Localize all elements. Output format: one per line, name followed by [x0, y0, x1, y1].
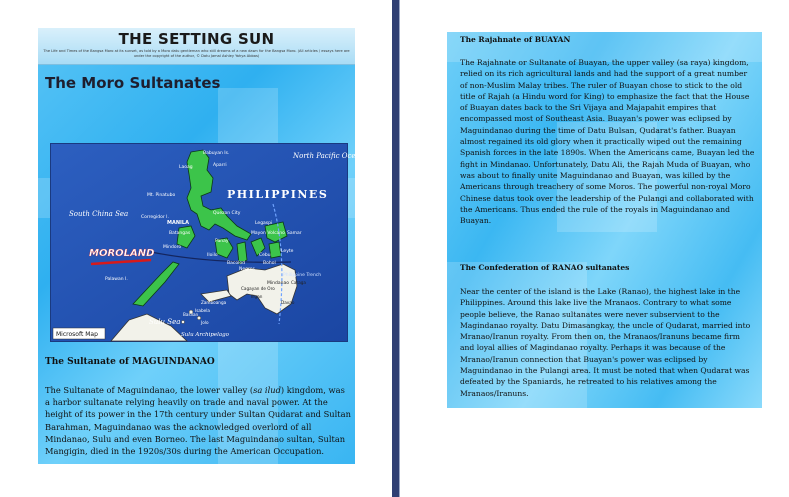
sulu-archipelago-label: Sulu Archipelago — [181, 332, 229, 338]
place-label: Batangas — [169, 231, 191, 236]
place-label: Quezon City — [213, 211, 241, 216]
place-label: Caraga — [291, 280, 307, 285]
place-label: Babuyan Is. — [203, 151, 230, 156]
sulu-island — [181, 320, 184, 323]
paragraph-text: ) kingdom, was a harbor sultanate relying heavily on trade and naval power. At the height of its power in the 17th century under Sultan Qudarat and Sultan Barahman, Maguindanao was the acknowledged overlord of all Mindanao, Sulu and even Borneo. The last Maguindanao sultan, Sultan Mangigin, died in the 1920s/30s during the American Occupation. — [45, 385, 351, 457]
north-pacific-label: North Pacific Ocean — [293, 152, 365, 160]
place-label: Mayon Volcano — [251, 231, 285, 236]
site-banner — [38, 28, 355, 65]
place-label: Davao — [281, 300, 295, 305]
banner-title: THE SETTING SUN — [118, 30, 275, 48]
place-label: Mt. Pinatubo — [147, 193, 176, 198]
place-label: Negros — [239, 267, 255, 272]
place-label: Leyte — [281, 249, 294, 254]
maguindanao-paragraph — [45, 384, 351, 457]
place-label: Iligan — [251, 294, 263, 299]
place-label: Cagayan de Oro — [241, 286, 275, 291]
place-label: MANILA — [167, 220, 189, 226]
place-label: Legaspi — [255, 221, 273, 226]
section-heading-ranao: The Confederation of RANAO sultanates — [460, 263, 630, 272]
place-label: Jolo — [201, 320, 209, 325]
place-label: Panay — [215, 239, 229, 244]
place-label: Basilan — [183, 312, 199, 317]
map-credit-label: Microsoft Map — [56, 331, 98, 338]
trench-label: Philippine Trench — [283, 273, 322, 278]
moroland-label: MOROLAND — [89, 248, 155, 259]
left-page — [38, 28, 365, 464]
place-label: Isabela — [195, 308, 210, 313]
philippines-map — [50, 143, 365, 342]
place-label: Zamboanga — [201, 300, 227, 305]
ranao-paragraph: Near the center of the island is the Lake (Ranao), the highest lake in the Philippines. Around this lake live the Mranaos. Contrary to what some people believe, the Ranao sultanates were never subservient to the Magindanao royalty. Datu Dimasangkay, the uncle of Qudarat, married into Mranao/Iranun royalty. From then on, the Mranaos/Iranuns became firm and loyal allies of Magindanao royalty. Perhaps it was because of the Mranao/Iranun connection that Buayan's power was eclipsed by Maguindanao in the Pulangi area. It must be noted that when Qudarat was defeated by the Spaniards, he retreated to his relatives among the Mranaos/Iranuns. — [460, 287, 751, 398]
right-page — [447, 32, 762, 408]
page-divider — [392, 0, 399, 497]
place-label: Mindanao — [267, 281, 289, 286]
place-label: Corregidor I. — [141, 215, 169, 220]
south-china-sea-label: South China Sea — [69, 210, 129, 218]
place-label: Bohol — [263, 261, 276, 266]
place-label: Aparri — [213, 163, 227, 168]
place-label: Iloilo — [207, 253, 218, 258]
place-label: Palawan I. — [105, 277, 128, 282]
place-label: Mindoro — [163, 245, 182, 250]
italic-term: sa ilud — [253, 385, 281, 395]
paragraph-text: The Sultanate of Maguindanao, the lower valley ( — [45, 385, 254, 395]
place-label: Samar — [287, 231, 302, 236]
page-title: The Moro Sultanates — [45, 74, 221, 92]
section-heading-buayan: The Rajahnate of BUAYAN — [460, 35, 571, 44]
place-label: Laoag — [179, 165, 193, 170]
buayan-paragraph: The Rajahnate or Sultanate of Buayan, the upper valley (sa raya) kingdom, relied on its rich agricultural lands and had the support of a great number of non-Muslim Malay tribes. The ruler of Buayan chose to stick to the old title of Rajah (a Hindu word for King) to emphasize the fact that the House of Buayan dates back to the Sri Vijaya and Majapahit empires that encompassed most of Southeast Asia. Buayan's power was eclipsed by Maguindanao during the time of Datu Bulsan, Qudarat's father. Buayan almost regained its old glory when it practically wiped out the remaining Spanish forces in the late 1890s. When the Americans came, Buayan led the fight in Mindanao. Unfortunately, Datu Ali, the Rajah Muda of Buayan, who was about to finally unite Maguindanao and Buayan, was killed by the Americans through treachery of some Moros. The powerful non-royal Moro Chinese datus took over the leadership of the Pulangi and collaborated with the Americans. Thus ended the rule of the royals in Maguindanao and Buayan. — [460, 58, 755, 226]
section-heading-maguindanao: The Sultanate of MAGUINDANAO — [45, 357, 215, 367]
place-label: Bacolod — [227, 261, 245, 266]
place-label: Cebu — [259, 253, 271, 258]
map-country-label: PHILIPPINES — [227, 188, 329, 201]
leyte-island — [269, 242, 281, 258]
banner-subtitle: The Life and Times of the Bangsa Moro at its sunset, as told by a Moro datu gentleman who still dreams of a new dawn for the Bangsa Moro. (All articles / essays here are under the copyright of the author, © Datu Jamal Ashley Yahya Abbas) — [43, 49, 350, 58]
sulu-sea-label: Sulu Sea — [149, 318, 181, 326]
